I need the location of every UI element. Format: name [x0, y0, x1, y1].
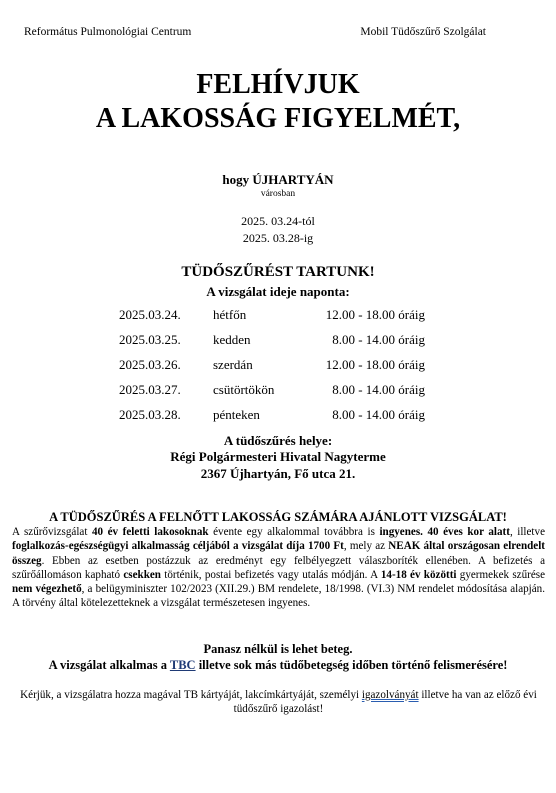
main-title-line1: FELHÍVJUK	[196, 69, 360, 100]
schedule-day: pénteken	[213, 407, 260, 422]
schedule-row	[0, 332, 556, 357]
daily-label: A vizsgálat ideje naponta:	[206, 284, 350, 299]
location-address: 2367 Újhartyán, Fő utca 21.	[200, 466, 356, 481]
schedule-date: 2025.03.28.	[119, 407, 181, 422]
schedule-time: 12.00 - 18.00 óráig	[325, 357, 425, 372]
location-venue: Régi Polgármesteri Hivatal Nagyterme	[170, 449, 386, 464]
panasz-line: Panasz nélkül is lehet beteg.	[203, 642, 353, 656]
schedule-day: szerdán	[213, 357, 253, 372]
schedule-row	[0, 407, 556, 432]
date-from: 2025. 03.24-tól	[241, 214, 315, 228]
header-service: Mobil Tüdőszűrő Szolgálat	[360, 26, 486, 38]
town-sub: városban	[260, 189, 296, 199]
schedule-time: 8.00 - 14.00 óráig	[332, 407, 425, 422]
request-paragraph: Kérjük, a vizsgálatra hozza magával TB kártyáját, lakcímkártyáját, személyi igazolványát illetve ha van az előző évi tüdőszűrő igazolást!	[20, 689, 537, 716]
schedule-day: csütörtökön	[213, 382, 275, 397]
main-title-line2: A LAKOSSÁG FIGYELMÉT,	[95, 103, 461, 134]
location-title: A tüdőszűrés helye:	[223, 433, 333, 448]
header-organization: Református Pulmonológiai Centrum	[24, 26, 192, 38]
schedule-date: 2025.03.24.	[119, 307, 181, 322]
tbc-line: A vizsgálat alkalmas a TBC illetve sok más tüdőbetegség időben történő felismerésére!	[48, 658, 508, 672]
schedule-time: 8.00 - 14.00 óráig	[332, 332, 425, 347]
schedule-day: kedden	[213, 332, 251, 347]
recommendation-title: A TÜDŐSZŰRÉS A FELNŐTT LAKOSSÁG SZÁMÁRA AJÁNLOTT VIZSGÁLAT!	[49, 510, 507, 524]
town-line: hogy ÚJHARTYÁN	[222, 172, 334, 187]
tbc-link[interactable]: TBC	[169, 658, 196, 672]
schedule-day: hétfőn	[213, 307, 247, 322]
schedule-row	[0, 357, 556, 382]
schedule-time: 12.00 - 18.00 óráig	[325, 307, 425, 322]
schedule-row	[0, 382, 556, 407]
proofing-underline-word: igazolványát	[361, 689, 419, 701]
schedule-table	[0, 307, 556, 432]
schedule-date: 2025.03.25.	[119, 332, 181, 347]
schedule-date: 2025.03.26.	[119, 357, 181, 372]
recommendation-paragraph: A szűrővizsgálat 40 év feletti lakosoknak évente egy alkalommal továbbra is ingyenes. 40 éves kor alatt, illetve foglalkozás-egészségügyi alkalmasság céljából a vizsgálat díja 1700 Ft, mely az NEAK által országosan elrendelt összeg. Ebben az esetben postázzuk az eredményt egy felbélyegzett válaszboríték ellenében. A befizetés a szűrőállomáson kapható csekken történik, postai befizetés vagy utalás módján. A 14-18 év közötti gyermekek szűrése nem végezhető, a belügyminiszter 102/2023 (XII.29.) BM rendelete, 18/1998. (VI.3) NM rendelet módosítása alapján. A törvény által kötelezetteknek a vizsgálat természetesen ingyenes.	[12, 526, 546, 610]
schedule-time: 8.00 - 14.00 óráig	[332, 382, 425, 397]
schedule-date: 2025.03.27.	[119, 382, 181, 397]
schedule-row	[0, 307, 556, 332]
screening-title: TÜDŐSZŰRÉST TARTUNK!	[181, 264, 375, 280]
date-to: 2025. 03.28-ig	[242, 231, 314, 245]
